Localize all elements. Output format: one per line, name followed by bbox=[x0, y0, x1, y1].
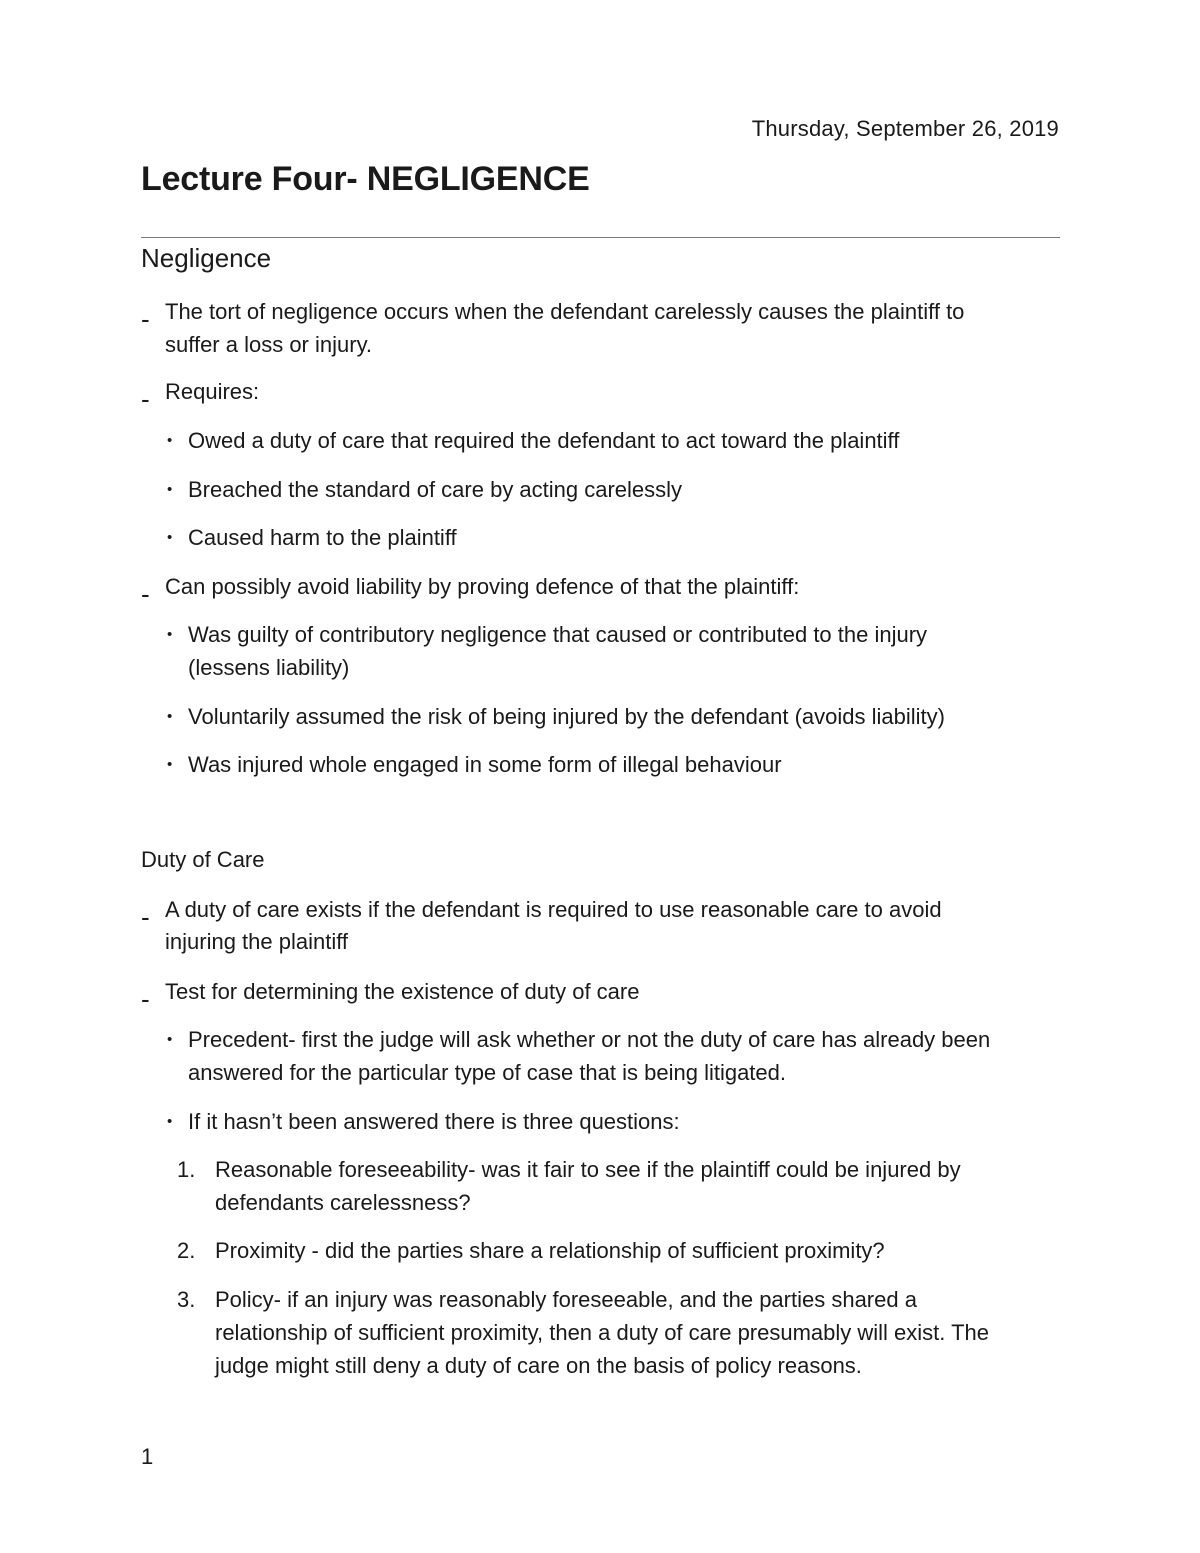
dash-marker: - bbox=[141, 384, 150, 414]
list-item-text: Test for determining the existence of duty of care bbox=[165, 979, 640, 1004]
sub-item-text: Was injured whole engaged in some form of illegal behaviour bbox=[188, 752, 782, 777]
bullet-marker: • bbox=[167, 708, 173, 725]
numbered-item-text: judge might still deny a duty of care on the basis of policy reasons. bbox=[215, 1353, 862, 1378]
number-marker: 1. bbox=[177, 1157, 196, 1182]
list-item-text: Can possibly avoid liability by proving defence of that the plaintiff: bbox=[165, 574, 800, 599]
bullet-marker: • bbox=[167, 1113, 173, 1130]
sub-item-text: Breached the standard of care by acting carelessly bbox=[188, 477, 683, 502]
dash-marker: - bbox=[141, 902, 150, 932]
list-item-text: suffer a loss or injury. bbox=[165, 332, 373, 357]
section-heading-duty-of-care: Duty of Care bbox=[141, 847, 265, 872]
list-item-text: A duty of care exists if the defendant is required to use reasonable care to avoid bbox=[165, 897, 942, 922]
bullet-marker: • bbox=[167, 1031, 173, 1048]
sub-item-text: (lessens liability) bbox=[188, 655, 350, 680]
page-number: 1 bbox=[141, 1444, 154, 1469]
numbered-item-text: Proximity - did the parties share a relationship of sufficient proximity? bbox=[215, 1238, 885, 1263]
number-marker: 3. bbox=[177, 1287, 196, 1312]
dash-marker: - bbox=[141, 984, 150, 1014]
list-item-text: The tort of negligence occurs when the defendant carelessly causes the plaintiff to bbox=[165, 299, 965, 324]
sub-item-text: Precedent- first the judge will ask whether or not the duty of care has already been bbox=[188, 1027, 991, 1052]
title-divider bbox=[141, 237, 1060, 238]
sub-item-text: Was guilty of contributory negligence that caused or contributed to the injury bbox=[188, 622, 928, 647]
sub-item-text: If it hasn’t been answered there is three questions: bbox=[188, 1109, 680, 1134]
document-title: Lecture Four- NEGLIGENCE bbox=[141, 160, 590, 198]
dash-marker: - bbox=[141, 579, 150, 609]
sub-item-text: Owed a duty of care that required the defendant to act toward the plaintiff bbox=[188, 428, 900, 453]
list-item-text: Requires: bbox=[165, 379, 260, 404]
sub-item-text: Caused harm to the plaintiff bbox=[188, 525, 457, 550]
numbered-item-text: defendants carelessness? bbox=[215, 1190, 471, 1215]
numbered-item-text: Reasonable foreseeability- was it fair to see if the plaintiff could be injured by bbox=[215, 1157, 961, 1182]
lecture-date: Thursday, September 26, 2019 bbox=[751, 116, 1059, 141]
numbered-item-text: Policy- if an injury was reasonably foreseeable, and the parties shared a bbox=[215, 1287, 917, 1312]
number-marker: 2. bbox=[177, 1238, 196, 1263]
section-heading-negligence: Negligence bbox=[141, 243, 272, 273]
bullet-marker: • bbox=[167, 626, 173, 643]
list-item-text: injuring the plaintiff bbox=[165, 929, 349, 954]
bullet-marker: • bbox=[167, 756, 173, 773]
dash-marker: - bbox=[141, 304, 150, 334]
sub-item-text: Voluntarily assumed the risk of being injured by the defendant (avoids liability) bbox=[188, 704, 945, 729]
numbered-item-text: relationship of sufficient proximity, then a duty of care presumably will exist. The bbox=[215, 1320, 990, 1345]
bullet-marker: • bbox=[167, 432, 173, 449]
sub-item-text: answered for the particular type of case that is being litigated. bbox=[188, 1060, 787, 1085]
bullet-marker: • bbox=[167, 529, 173, 546]
bullet-marker: • bbox=[167, 481, 173, 498]
